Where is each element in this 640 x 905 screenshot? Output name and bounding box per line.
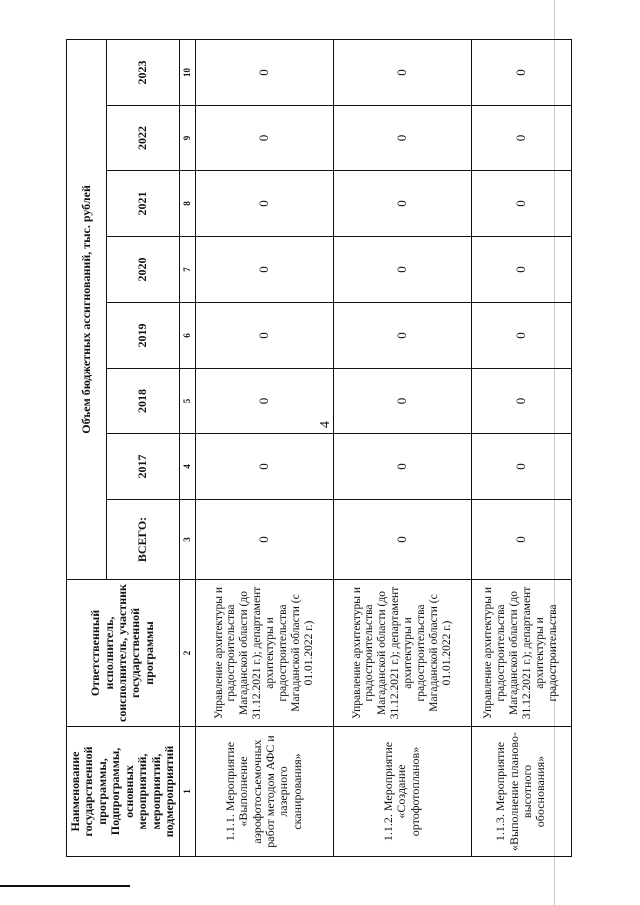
table-row <box>333 39 471 856</box>
header-total: ВСЕГО: <box>107 500 179 580</box>
column-index: 2 <box>179 580 195 727</box>
row-value-2022: 0 <box>195 106 333 171</box>
header-year-2022: 2022 <box>107 106 179 171</box>
header-year-2017: 2017 <box>107 434 179 500</box>
row-value-2020: 0 <box>195 237 333 303</box>
header-year-2021: 2021 <box>107 171 179 237</box>
footer-rule <box>0 885 130 887</box>
row-value-2020: 0 <box>471 237 571 303</box>
row-value-2017: 0 <box>195 434 333 500</box>
column-index: 7 <box>179 237 195 303</box>
column-index: 8 <box>179 171 195 237</box>
row-value-2017: 0 <box>471 434 571 500</box>
row-value-2022: 0 <box>471 106 571 171</box>
row-value-2021: 0 <box>195 171 333 237</box>
column-index: 10 <box>179 39 195 105</box>
row-value-2023: 0 <box>333 39 471 105</box>
row-responsible: Управление архитектуры и градостроительства Магаданской области (до 31.12.2021 г.); департамент архитектуры и градостроительства Магаданской области (с 01.01.2022 г.) <box>333 580 471 727</box>
row-value-2020: 0 <box>333 237 471 303</box>
row-value-2021: 0 <box>471 171 571 237</box>
row-value-2019: 0 <box>333 303 471 369</box>
row-responsible: Управление архитектуры и градостроительства Магаданской области (до 31.12.2021 г.); департамент архитектуры и градостроительства <box>471 580 571 727</box>
header-year-2019: 2019 <box>107 303 179 369</box>
row-value-2018: 0 <box>471 369 571 434</box>
row-total: 0 <box>195 500 333 580</box>
column-index: 9 <box>179 106 195 171</box>
row-responsible: Управление архитектуры и градостроительства Магаданской области (до 31.12.2021 г.); департамент архитектуры и градостроительства Магаданской области (с 01.01.2022 г.) <box>195 580 333 727</box>
row-name: 1.1.2. Мероприятие «Создание ортофотопланов» <box>333 727 471 857</box>
row-total: 0 <box>471 500 571 580</box>
row-name: 1.1.1. Мероприятие «Выполнение аэрофотосъемочных работ методом АФС и лазерного сканирования» <box>195 727 333 857</box>
row-name: 1.1.3. Мероприятие «Выполнение планово-высотного обоснования» <box>471 727 571 857</box>
row-value-2018: 0 <box>195 369 333 434</box>
column-index: 3 <box>179 500 195 580</box>
row-value-2023: 0 <box>195 39 333 105</box>
header-year-2023: 2023 <box>107 39 179 105</box>
row-total: 0 <box>333 500 471 580</box>
rotated-table-container <box>66 40 559 857</box>
header-year-2018: 2018 <box>107 369 179 434</box>
row-value-2019: 0 <box>195 303 333 369</box>
page-number: 4 <box>318 421 333 428</box>
table-row <box>195 39 333 856</box>
row-value-2018: 0 <box>333 369 471 434</box>
budget-table <box>66 39 572 857</box>
header-responsible: Ответственный исполнитель, соисполнитель, участник государственной программы <box>67 580 180 727</box>
column-index: 6 <box>179 303 195 369</box>
column-index: 4 <box>179 434 195 500</box>
row-value-2019: 0 <box>471 303 571 369</box>
header-budget-group: Объем бюджетных ассигнований, тыс. рублей <box>67 39 107 579</box>
header-year-2020: 2020 <box>107 237 179 303</box>
row-value-2021: 0 <box>333 171 471 237</box>
row-value-2022: 0 <box>333 106 471 171</box>
row-value-2017: 0 <box>333 434 471 500</box>
column-index: 1 <box>179 727 195 857</box>
row-value-2023: 0 <box>471 39 571 105</box>
column-index: 5 <box>179 369 195 434</box>
table-row <box>471 39 571 856</box>
header-name: Наименование государственной программы, Подпрограммы, основных мероприятий, мероприятий, подмероприятий <box>67 727 180 857</box>
